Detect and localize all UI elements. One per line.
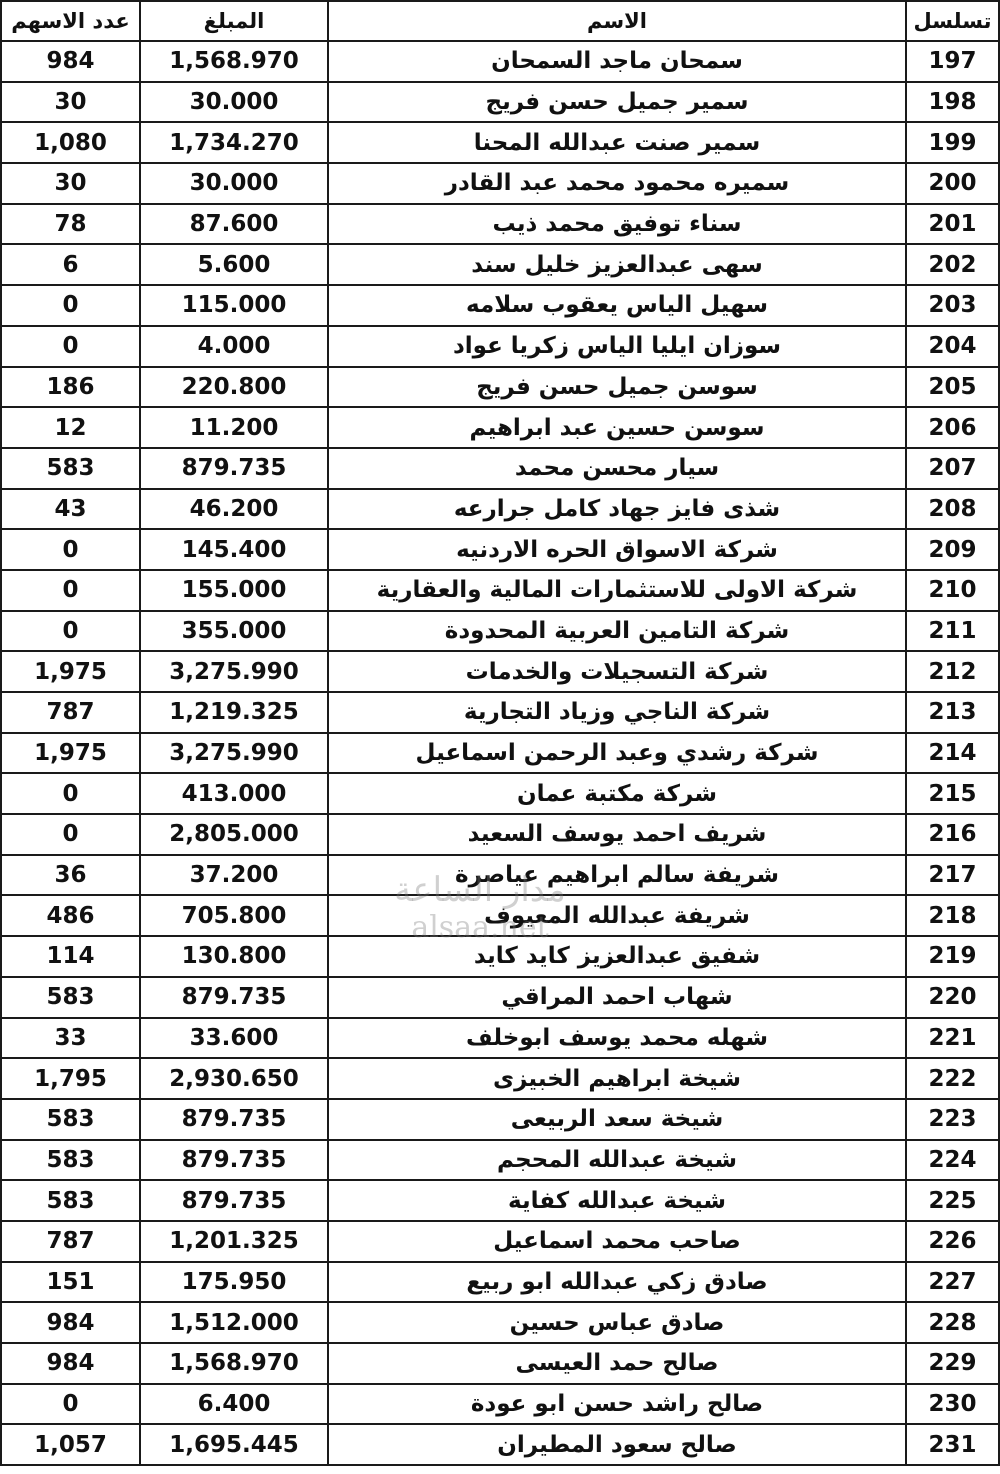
- cell-shares: 787: [1, 692, 140, 733]
- cell-shares: 486: [1, 895, 140, 936]
- cell-shares: 36: [1, 855, 140, 896]
- table-row: [1, 204, 999, 245]
- cell-seq: 227: [906, 1262, 999, 1303]
- cell-amount: 1,568.970: [140, 1343, 328, 1384]
- cell-amount: 1,695.445: [140, 1424, 328, 1465]
- table-row: [1, 1302, 999, 1343]
- cell-shares: 583: [1, 1140, 140, 1181]
- table-row: [1, 1384, 999, 1425]
- cell-name: شركة مكتبة عمان: [328, 773, 906, 814]
- cell-seq: 207: [906, 448, 999, 489]
- header-seq: تسلسل: [906, 1, 999, 41]
- cell-name: شركة الاسواق الحره الاردنيه: [328, 529, 906, 570]
- cell-seq: 224: [906, 1140, 999, 1181]
- cell-name: شركة الناجي وزياد التجارية: [328, 692, 906, 733]
- cell-amount: 37.200: [140, 855, 328, 896]
- cell-name: شركة التسجيلات والخدمات: [328, 651, 906, 692]
- cell-amount: 2,930.650: [140, 1058, 328, 1099]
- table-body: [1, 41, 999, 1465]
- cell-seq: 231: [906, 1424, 999, 1465]
- cell-amount: 879.735: [140, 1180, 328, 1221]
- table-row: [1, 244, 999, 285]
- cell-seq: 225: [906, 1180, 999, 1221]
- cell-seq: 197: [906, 41, 999, 82]
- cell-amount: 1,568.970: [140, 41, 328, 82]
- cell-amount: 30.000: [140, 163, 328, 204]
- cell-name: شيخة عبدالله المحجم: [328, 1140, 906, 1181]
- cell-seq: 213: [906, 692, 999, 733]
- cell-seq: 215: [906, 773, 999, 814]
- cell-shares: 0: [1, 773, 140, 814]
- cell-name: سمير صنت عبدالله المحنا: [328, 122, 906, 163]
- table-row: [1, 773, 999, 814]
- cell-seq: 228: [906, 1302, 999, 1343]
- cell-amount: 4.000: [140, 326, 328, 367]
- cell-shares: 583: [1, 1099, 140, 1140]
- cell-shares: 0: [1, 570, 140, 611]
- table-row: [1, 611, 999, 652]
- cell-seq: 216: [906, 814, 999, 855]
- table-row: [1, 1140, 999, 1181]
- cell-amount: 87.600: [140, 204, 328, 245]
- cell-shares: 583: [1, 1180, 140, 1221]
- cell-name: شفيق عبدالعزيز كايد كايد: [328, 936, 906, 977]
- cell-name: سميره محمود محمد عبد القادر: [328, 163, 906, 204]
- cell-seq: 217: [906, 855, 999, 896]
- cell-shares: 114: [1, 936, 140, 977]
- cell-name: شريفة عبدالله المعيوف: [328, 895, 906, 936]
- cell-seq: 209: [906, 529, 999, 570]
- cell-shares: 1,975: [1, 651, 140, 692]
- cell-name: شيخة سعد الربيعى: [328, 1099, 906, 1140]
- cell-name: صاحب محمد اسماعيل: [328, 1221, 906, 1262]
- cell-amount: 3,275.990: [140, 733, 328, 774]
- cell-seq: 219: [906, 936, 999, 977]
- cell-name: سناء توفيق محمد ذيب: [328, 204, 906, 245]
- cell-amount: 11.200: [140, 407, 328, 448]
- table-row: [1, 82, 999, 123]
- cell-amount: 879.735: [140, 977, 328, 1018]
- cell-seq: 221: [906, 1018, 999, 1059]
- cell-shares: 12: [1, 407, 140, 448]
- cell-seq: 218: [906, 895, 999, 936]
- cell-shares: 0: [1, 1384, 140, 1425]
- table-row: [1, 570, 999, 611]
- cell-shares: 583: [1, 977, 140, 1018]
- cell-shares: 186: [1, 367, 140, 408]
- cell-name: شهله محمد يوسف ابوخلف: [328, 1018, 906, 1059]
- cell-seq: 198: [906, 82, 999, 123]
- cell-name: شهاب احمد المراقي: [328, 977, 906, 1018]
- cell-amount: 879.735: [140, 448, 328, 489]
- table-row: [1, 489, 999, 530]
- cell-amount: 6.400: [140, 1384, 328, 1425]
- cell-shares: 0: [1, 285, 140, 326]
- cell-amount: 3,275.990: [140, 651, 328, 692]
- cell-amount: 46.200: [140, 489, 328, 530]
- table-row: [1, 1262, 999, 1303]
- cell-name: سهى عبدالعزيز خليل سند: [328, 244, 906, 285]
- cell-name: سيار محسن محمد: [328, 448, 906, 489]
- cell-amount: 2,805.000: [140, 814, 328, 855]
- cell-seq: 208: [906, 489, 999, 530]
- cell-amount: 115.000: [140, 285, 328, 326]
- cell-amount: 220.800: [140, 367, 328, 408]
- table-row: [1, 1424, 999, 1465]
- table-row: [1, 692, 999, 733]
- cell-shares: 6: [1, 244, 140, 285]
- cell-amount: 1,512.000: [140, 1302, 328, 1343]
- cell-shares: 78: [1, 204, 140, 245]
- cell-name: سمحان ماجد السمحان: [328, 41, 906, 82]
- cell-name: شيخة ابراهيم الخبيزى: [328, 1058, 906, 1099]
- cell-shares: 1,080: [1, 122, 140, 163]
- cell-shares: 0: [1, 814, 140, 855]
- table-row: [1, 1180, 999, 1221]
- cell-seq: 226: [906, 1221, 999, 1262]
- table-row: [1, 367, 999, 408]
- cell-seq: 220: [906, 977, 999, 1018]
- cell-shares: 984: [1, 41, 140, 82]
- cell-name: سوسن جميل حسن فريج: [328, 367, 906, 408]
- cell-amount: 1,734.270: [140, 122, 328, 163]
- cell-shares: 787: [1, 1221, 140, 1262]
- cell-name: صالح راشد حسن ابو عودة: [328, 1384, 906, 1425]
- cell-shares: 1,795: [1, 1058, 140, 1099]
- table-row: [1, 977, 999, 1018]
- cell-shares: 151: [1, 1262, 140, 1303]
- cell-shares: 0: [1, 611, 140, 652]
- watermark-arabic: مدار الساعة: [394, 870, 566, 910]
- cell-name: شيخة عبدالله كفاية: [328, 1180, 906, 1221]
- cell-seq: 210: [906, 570, 999, 611]
- cell-seq: 230: [906, 1384, 999, 1425]
- cell-name: شريفة سالم ابراهيم عياصرة: [328, 855, 906, 896]
- table-row: [1, 895, 999, 936]
- cell-shares: 0: [1, 529, 140, 570]
- table-row: [1, 1018, 999, 1059]
- table-row: [1, 448, 999, 489]
- cell-seq: 214: [906, 733, 999, 774]
- table-row: [1, 163, 999, 204]
- cell-shares: 984: [1, 1343, 140, 1384]
- table-row: [1, 814, 999, 855]
- cell-shares: 984: [1, 1302, 140, 1343]
- cell-seq: 229: [906, 1343, 999, 1384]
- table-row: [1, 1221, 999, 1262]
- cell-amount: 30.000: [140, 82, 328, 123]
- cell-name: سمير جميل حسن فريج: [328, 82, 906, 123]
- cell-seq: 200: [906, 163, 999, 204]
- table-row: [1, 855, 999, 896]
- cell-name: شركة التامين العربية المحدودة: [328, 611, 906, 652]
- cell-amount: 145.400: [140, 529, 328, 570]
- cell-name: شذى فايز جهاد كامل جرارعه: [328, 489, 906, 530]
- cell-seq: 203: [906, 285, 999, 326]
- cell-amount: 879.735: [140, 1140, 328, 1181]
- table-row: [1, 1099, 999, 1140]
- cell-seq: 202: [906, 244, 999, 285]
- cell-name: شركة رشدي وعبد الرحمن اسماعيل: [328, 733, 906, 774]
- cell-seq: 211: [906, 611, 999, 652]
- cell-amount: 1,219.325: [140, 692, 328, 733]
- table-row: [1, 529, 999, 570]
- cell-shares: 1,057: [1, 1424, 140, 1465]
- table-row: [1, 407, 999, 448]
- table-row: [1, 651, 999, 692]
- table-row: [1, 122, 999, 163]
- table-header: [1, 1, 999, 41]
- cell-shares: 583: [1, 448, 140, 489]
- cell-name: صالح سعود المطيران: [328, 1424, 906, 1465]
- watermark-latin: alsaa.net: [411, 910, 549, 945]
- cell-name: صادق عباس حسين: [328, 1302, 906, 1343]
- cell-name: شريف احمد يوسف السعيد: [328, 814, 906, 855]
- cell-amount: 879.735: [140, 1099, 328, 1140]
- cell-amount: 130.800: [140, 936, 328, 977]
- cell-amount: 175.950: [140, 1262, 328, 1303]
- table-row: [1, 936, 999, 977]
- cell-name: شركة الاولى للاستثمارات المالية والعقارية: [328, 570, 906, 611]
- cell-shares: 30: [1, 82, 140, 123]
- cell-name: سوسن حسين عبد ابراهيم: [328, 407, 906, 448]
- header-row: [1, 1, 999, 41]
- cell-shares: 30: [1, 163, 140, 204]
- cell-seq: 206: [906, 407, 999, 448]
- cell-shares: 1,975: [1, 733, 140, 774]
- cell-shares: 0: [1, 326, 140, 367]
- cell-amount: 705.800: [140, 895, 328, 936]
- cell-seq: 201: [906, 204, 999, 245]
- cell-seq: 204: [906, 326, 999, 367]
- table-row: [1, 285, 999, 326]
- cell-shares: 33: [1, 1018, 140, 1059]
- cell-name: سهيل الياس يعقوب سلامه: [328, 285, 906, 326]
- cell-amount: 355.000: [140, 611, 328, 652]
- table-row: [1, 1058, 999, 1099]
- cell-name: صالح حمد العيسى: [328, 1343, 906, 1384]
- cell-amount: 1,201.325: [140, 1221, 328, 1262]
- cell-seq: 223: [906, 1099, 999, 1140]
- cell-amount: 413.000: [140, 773, 328, 814]
- cell-shares: 43: [1, 489, 140, 530]
- cell-amount: 33.600: [140, 1018, 328, 1059]
- cell-amount: 5.600: [140, 244, 328, 285]
- cell-seq: 199: [906, 122, 999, 163]
- header-name: الاسم: [328, 1, 906, 41]
- table-row: [1, 1343, 999, 1384]
- header-shares: عدد الاسهم: [1, 1, 140, 41]
- cell-seq: 222: [906, 1058, 999, 1099]
- table-row: [1, 41, 999, 82]
- header-amount: المبلغ: [140, 1, 328, 41]
- cell-name: صادق زكي عبدالله ابو ربيع: [328, 1262, 906, 1303]
- cell-seq: 212: [906, 651, 999, 692]
- cell-name: سوزان ايليا الياس زكريا عواد: [328, 326, 906, 367]
- table-row: [1, 326, 999, 367]
- table-row: [1, 733, 999, 774]
- cell-amount: 155.000: [140, 570, 328, 611]
- cell-seq: 205: [906, 367, 999, 408]
